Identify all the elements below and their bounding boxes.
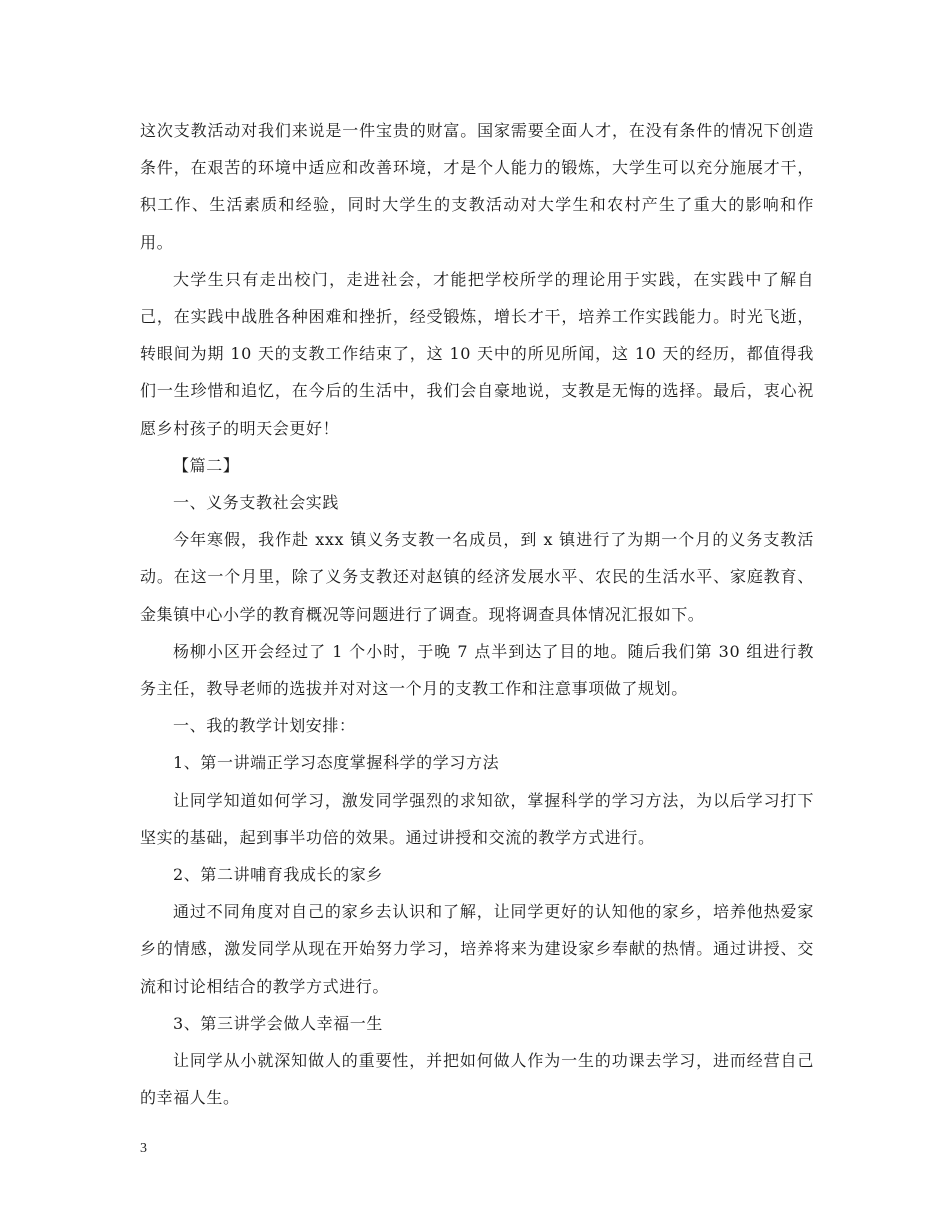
lecture-heading-1: 1、第一讲端正学习态度掌握科学的学习方法 xyxy=(173,753,500,773)
paragraph-2: 大学生只有走出校门，走进社会，才能把学校所学的理论用于实践，在实践中了解自己，在实践中战胜各种困难和挫折，经受锻炼，增长才干，培养工作实践能力。时光飞逝，转眼间为期 10 天的支教工作结束了，这 10 天中的所见所闻，这 10 天的经历，都值得我们一生珍惜和追忆，在今后的生活中，我们会自豪地说，支教是无悔的选择。最后，衷心祝愿乡村孩子的明天会更好！ xyxy=(140,269,814,438)
section-heading-teaching-plan: 一、我的教学计划安排： xyxy=(173,716,356,736)
paragraph-1: 这次支教活动对我们来说是一件宝贵的财富。国家需要全面人才，在没有条件的情况下创造条件，在艰苦的环境中适应和改善环境，才是个人能力的锻炼，大学生可以充分施展才干，积工作、生活素质和经验，同时大学生的支教活动对大学生和农村产生了重大的影响和作用。 xyxy=(140,121,814,252)
lecture-description-1: 让同学知道如何学习，激发同学强烈的求知欲，掌握科学的学习方法，为以后学习打下坚实的基础，起到事半功倍的效果。通过讲授和交流的教学方式进行。 xyxy=(140,790,814,847)
document-body xyxy=(140,112,814,1116)
paragraph-3: 今年寒假，我作赴 xxx 镇义务支教一名成员，到 x 镇进行了为期一个月的义务支教活动。在这一个月里，除了义务支教还对赵镇的经济发展水平、农民的生活水平、家庭教育、金集镇中心小学的教育概况等问题进行了调查。现将调查具体情况汇报如下。 xyxy=(140,530,814,624)
page-number: 3 xyxy=(140,1141,147,1156)
section-heading-volunteer-teaching: 一、义务支教社会实践 xyxy=(173,493,340,513)
section-heading-part-two: 【篇二】 xyxy=(173,455,240,475)
lecture-description-2: 通过不同角度对自己的家乡去认识和了解，让同学更好的认知他的家乡，培养他热爱家乡的情感，激发同学从现在开始努力学习，培养将来为建设家乡奉献的热情。通过讲授、交流和讨论相结合的教学方式进行。 xyxy=(140,902,814,996)
lecture-heading-2: 2、第二讲哺育我成长的家乡 xyxy=(173,865,383,885)
paragraph-4: 杨柳小区开会经过了 1 个小时，于晚 7 点半到达了目的地。随后我们第 30 组进行教务主任，教导老师的选拔并对对这一个月的支教工作和注意事项做了规划。 xyxy=(140,641,814,699)
lecture-description-3: 让同学从小就深知做人的重要性，并把如何做人作为一生的功课去学习，进而经营自己的幸福人生。 xyxy=(140,1051,814,1108)
lecture-heading-3: 3、第三讲学会做人幸福一生 xyxy=(173,1013,383,1033)
